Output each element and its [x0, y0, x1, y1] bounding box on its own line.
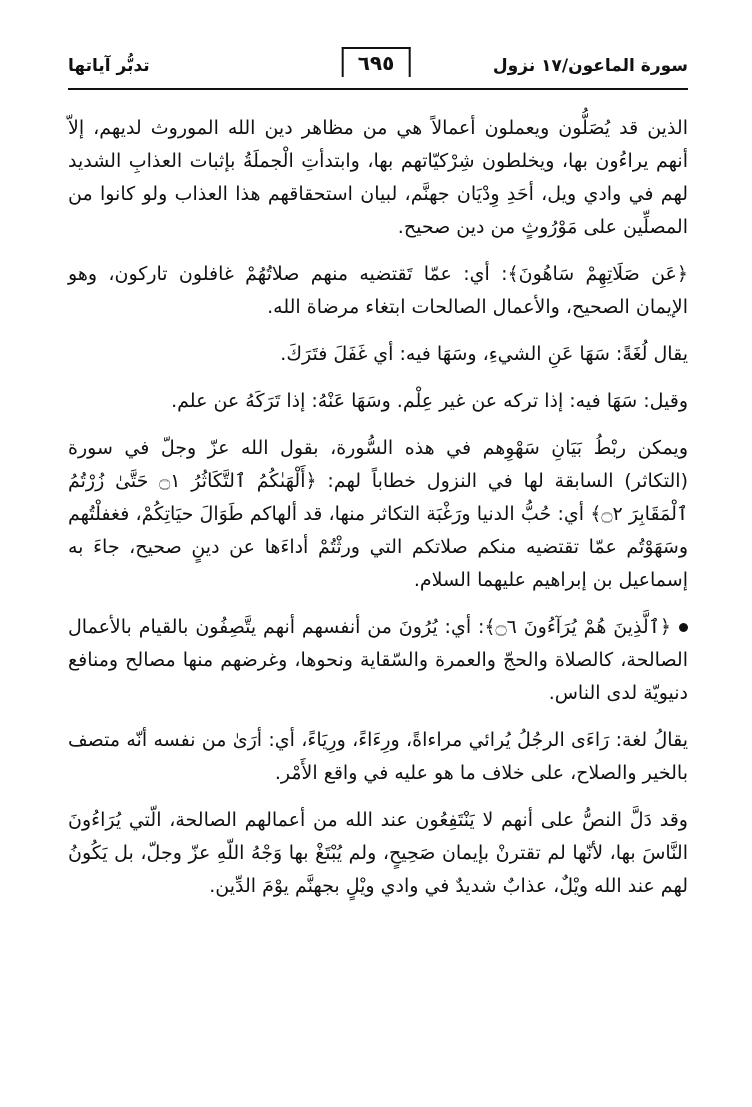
paragraph-6: [68, 611, 688, 710]
paragraph-6-text: ﴿ٱلَّذِينَ هُمْ يُرَآءُونَ ۝٦﴾: أي: يُرُونَ من أنفسهم أنهم يتَّصِفُون بالقيام بالأعمال الصالحة، كالصلاة والحجّ والعمرة والسّقاية ونحوها، وغرضهم منها مصالح ومنافع دنيويّة لدى الناس.: [68, 616, 688, 704]
header-divider: [68, 88, 688, 90]
paragraph-8: وقد دَلَّ النصُّ على أنهم لا يَنْتَفِعُون عند الله من أعمالهم الصالحة، الّتي يُرَاءُونَ النَّاسَ بها، لأنّها لم تقترنْ بإيمان صَحِيحٍ، ولم يُبْتَغْ بها وَجْهُ اللّهِ عزّ وجلّ، بل يَكُونُ لهم عند الله ويْلٌ، عذابٌ شديدٌ في وادي ويْلٍ بجهنَّم يوْمَ الدِّين.: [68, 809, 688, 897]
paragraph-4: وقيل: سَهَا فيه: إذا تركه عن غير عِلْم. وسَهَا عَنْهُ: إذا تَرَكَهُ عن علم.: [171, 390, 688, 412]
page-body: [68, 112, 688, 917]
page-number: ٦٩٥: [342, 47, 411, 77]
paragraph-7: يقالُ لغة: رَاءَى الرجُلُ يُرائي مراءاةً، ورِءَاءً، ورِيَاءً، أي: أرَىٰ من نفسه أنّه متصف بالخير والصلاح، على خلاف ما هو عليه في واقع الأَمْر.: [68, 729, 688, 784]
paragraph-1: الذين قد يُصَلُّون ويعملون أعمالاً هي من مظاهر دين الله الموروث لديهم، إلاّ أنهم يراءُون بها، ويخلطون شِرْكيّاتهم بها، وابتدأتِ الْجملَةُ بإثبات العذابِ الشديد لهم في وادي ويل، أحَدِ وِدْيَان جهنَّم، لبيان استحقاقهم هذا العذاب ولو كانوا من المصلِّين على مَوْرُوثٍ من دين صحيح.: [68, 117, 688, 238]
paragraph-2: ﴿عَن صَلَاتِهِمْ سَاهُونَ﴾: أي: عمّا تَقتضيه منهم صلاتُهُمْ غافلون تاركون، وهو الإيمان الصحيح، والأعمال الصالحات ابتغاء مرضاة الله.: [68, 263, 688, 318]
paragraph-5: ويمكن ربْطُ بَيَانِ سَهْوِهم في هذه السُّورة، بقول الله عزّ وجلّ في سورة (التكاثر) السابقة لها في النزول خطاباً لهم: ﴿أَلْهَىٰكُمُ ٱلتَّكَاثُرُ ۝١ حَتَّىٰ زُرْتُمُ ٱلْمَقَابِرَ ۝٢﴾ أي: حُبُّ الدنيا ورَغْبَة التكاثر منها، قد ألهاكم طَوَالَ حيَاتِكُمْ، فغفلْتُهم وسَهَوْتُم عمّا تقتضيه منكم صلاتكم التي ورثْتُمْ أداءَها عن دينٍ صحيح، جاءَ به إسماعيل بن إبراهيم عليهما السلام.: [68, 437, 688, 591]
paragraph-3: يقال لُغَةً: سَهَا عَنِ الشيءِ، وسَهَا فيه: أي غَفَلَ فتَرَكَ.: [280, 343, 688, 365]
section-title: تدبُّر آياتها: [68, 56, 150, 76]
surah-title: سورة الماعون/١٧ نزول: [492, 56, 688, 76]
bullet-icon: [679, 623, 688, 632]
